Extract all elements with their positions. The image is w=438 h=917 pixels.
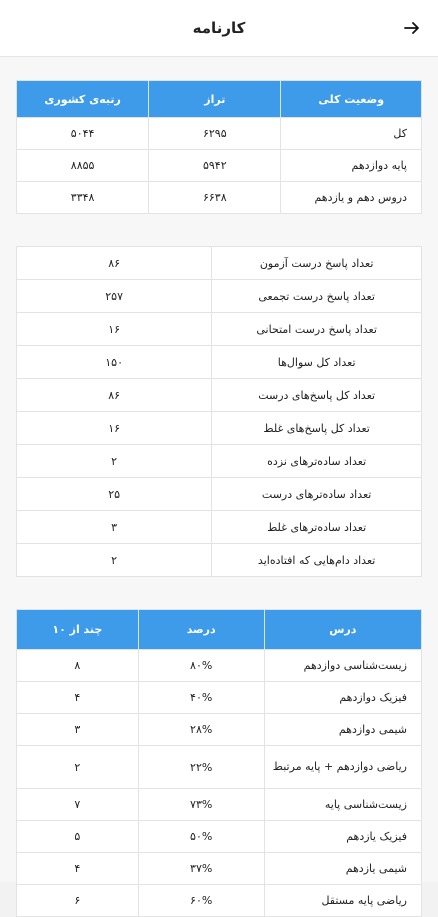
stat-value: ۱۶ (17, 412, 212, 445)
lesson-name: فیزیک دوازدهم (264, 682, 421, 714)
lesson-name: زیست‌شناسی پایه (264, 789, 421, 821)
lesson-percent: ۴۰% (138, 682, 264, 714)
taraz-cell: ۵۹۴۲ (149, 150, 281, 182)
app-header (0, 0, 438, 57)
lesson-percent: ۸۰% (138, 650, 264, 682)
lesson-name: زیست‌شناسی دوازدهم (264, 650, 421, 682)
header-lesson: درس (264, 610, 421, 650)
table-row (17, 379, 422, 412)
table-row (17, 650, 422, 682)
table-row (17, 247, 422, 280)
table-row (17, 445, 422, 478)
table-row (17, 746, 422, 789)
table-row (17, 682, 422, 714)
status-cell: کل (281, 118, 422, 150)
arrow-right-icon[interactable] (404, 0, 420, 56)
lesson-score: ۳ (17, 714, 139, 746)
stat-value: ۸۶ (17, 379, 212, 412)
stat-label: تعداد پاسخ درست تجمعی (212, 280, 422, 313)
table-row (17, 478, 422, 511)
stat-value: ۲ (17, 445, 212, 478)
header-rank: رتبه‌ی کشوری (17, 81, 149, 118)
stat-label: تعداد دام‌هایی که افتاده‌اید (212, 544, 422, 577)
summary-table (16, 80, 422, 214)
rank-cell: ۵۰۴۴ (17, 118, 149, 150)
table-row (17, 346, 422, 379)
stat-value: ۲۵۷ (17, 280, 212, 313)
table-row (17, 885, 422, 917)
table-row (17, 118, 422, 150)
lesson-name: ریاضی دوازدهم + پایه مرتبط (264, 746, 421, 789)
table-row (17, 150, 422, 182)
lesson-name: ریاضی پایه مستقل (264, 885, 421, 917)
status-cell: پایه دوازدهم (281, 150, 422, 182)
table-row (17, 313, 422, 346)
lesson-name: شیمی یازدهم (264, 853, 421, 885)
stat-label: تعداد ساده‌ترهای غلط (212, 511, 422, 544)
lessons-header-row (17, 610, 422, 650)
table-row (17, 714, 422, 746)
header-taraz: تراز (149, 81, 281, 118)
taraz-cell: ۶۶۳۸ (149, 182, 281, 214)
table-row (17, 412, 422, 445)
content-area (0, 57, 438, 917)
stat-value: ۸۶ (17, 247, 212, 280)
stat-value: ۱۵۰ (17, 346, 212, 379)
table-row (17, 511, 422, 544)
stat-label: تعداد ساده‌ترهای نزده (212, 445, 422, 478)
stat-label: تعداد کل سوال‌ها (212, 346, 422, 379)
table-row (17, 544, 422, 577)
lesson-score: ۴ (17, 682, 139, 714)
stat-label: تعداد پاسخ درست آزمون (212, 247, 422, 280)
taraz-cell: ۶۲۹۵ (149, 118, 281, 150)
table-row (17, 853, 422, 885)
lesson-name: فیزیک یازدهم (264, 821, 421, 853)
stat-value: ۲ (17, 544, 212, 577)
table-row (17, 280, 422, 313)
lesson-percent: ۵۰% (138, 821, 264, 853)
page-title: کارنامه (192, 19, 246, 37)
stats-table (16, 246, 422, 577)
rank-cell: ۳۳۴۸ (17, 182, 149, 214)
stat-value: ۳ (17, 511, 212, 544)
status-cell: دروس دهم و یازدهم (281, 182, 422, 214)
header-status: وضعیت کلی (281, 81, 422, 118)
stat-label: تعداد کل پاسخ‌های درست (212, 379, 422, 412)
lesson-percent: ۲۲% (138, 746, 264, 789)
summary-header-row (17, 81, 422, 118)
lesson-percent: ۲۸% (138, 714, 264, 746)
stat-value: ۱۶ (17, 313, 212, 346)
lesson-score: ۶ (17, 885, 139, 917)
rank-cell: ۸۸۵۵ (17, 150, 149, 182)
lesson-percent: ۶۰% (138, 885, 264, 917)
stat-value: ۲۵ (17, 478, 212, 511)
stat-label: تعداد پاسخ درست امتحانی (212, 313, 422, 346)
header-percent: درصد (138, 610, 264, 650)
lesson-score: ۷ (17, 789, 139, 821)
lessons-table (16, 609, 422, 917)
lesson-score: ۵ (17, 821, 139, 853)
table-row (17, 789, 422, 821)
table-row (17, 182, 422, 214)
stat-label: تعداد ساده‌ترهای درست (212, 478, 422, 511)
lesson-percent: ۳۷% (138, 853, 264, 885)
lesson-score: ۴ (17, 853, 139, 885)
table-row (17, 821, 422, 853)
lesson-score: ۲ (17, 746, 139, 789)
header-score: چند از ۱۰ (17, 610, 139, 650)
stat-label: تعداد کل پاسخ‌های غلط (212, 412, 422, 445)
lesson-name: شیمی دوازدهم (264, 714, 421, 746)
lesson-score: ۸ (17, 650, 139, 682)
lesson-percent: ۷۳% (138, 789, 264, 821)
